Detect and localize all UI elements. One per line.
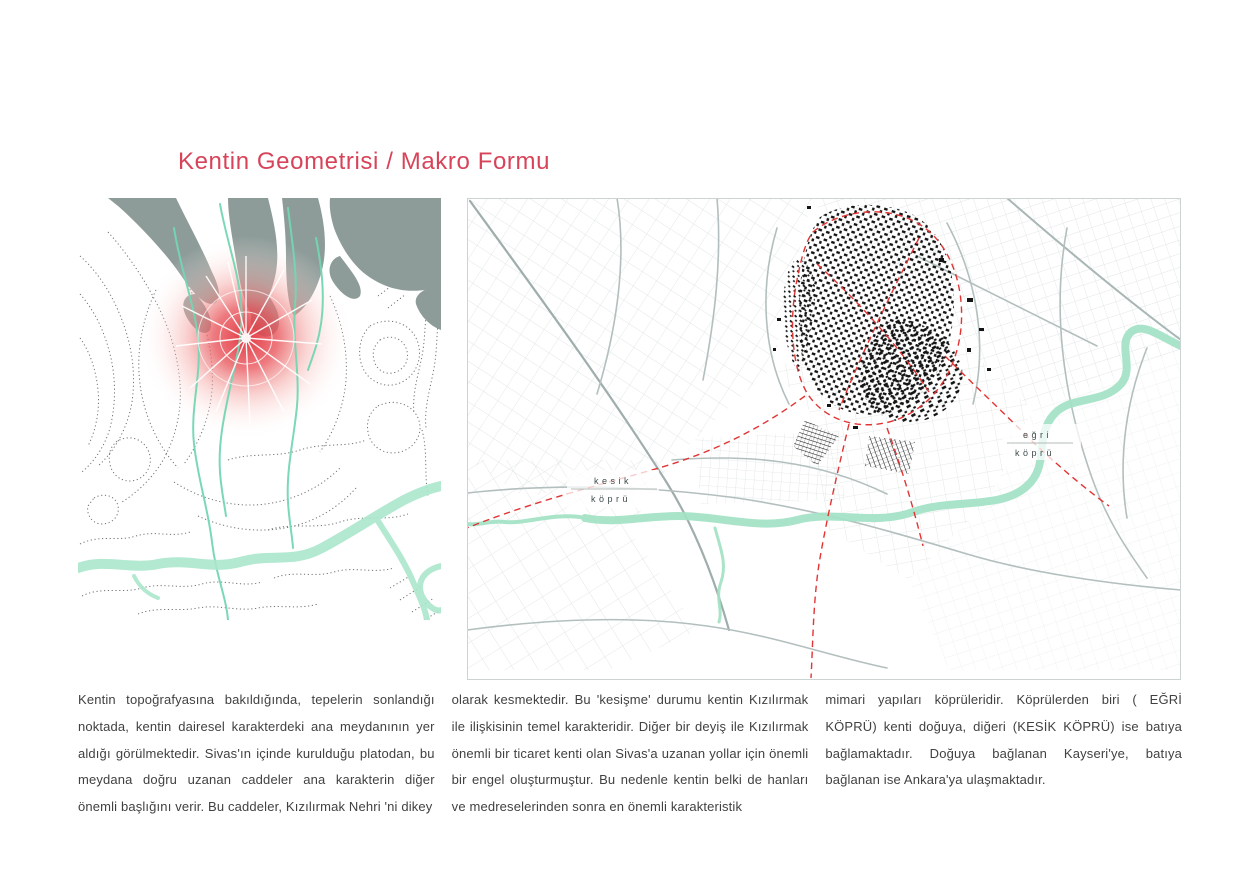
label-kesik-kopru <box>567 470 659 508</box>
topography-map <box>78 198 441 620</box>
label-egri-kopru <box>1003 424 1081 460</box>
body-column-3: mimari yapıları köprüleridir. Köprülerden biri ( EĞRİ KÖPRÜ) kenti doğuya, diğeri (KESİK KÖPRÜ) ise batıya bağlamaktadır. Doğuya bağlanan Kayseri'ye, batıya bağlanan ise Ankara'ya ulaşmaktadır. <box>825 692 1183 788</box>
body-text-columns <box>78 687 1182 821</box>
egri-word: eğri <box>1023 430 1053 440</box>
kesik-kopru-word: köprü <box>591 494 632 504</box>
egri-kopru-word: köprü <box>1015 448 1056 458</box>
body-column-2: olarak kesmektedir. Bu 'kesişme' durumu kentin Kızılırmak ile ilişkisinin temel karakteridir. Diğer bir deyiş ile Kızılırmak önemli bir ticaret kenti olan Sivas'a uzanan yollar için önemli bir engel oluşturmuştur. Bu nedenle kentin belki de hanları ve medreselerinden sonra en önemli karakteristik <box>451 692 809 815</box>
city-network-map <box>467 198 1181 680</box>
kesik-word: kesik <box>594 476 633 486</box>
page-title: Kentin Geometrisi / Makro Formu <box>178 148 551 175</box>
body-column-1: Kentin topoğrafyasına bakıldığında, tepelerin sonlandığı noktada, kentin dairesel karakterdeki ana meydanının yer aldığı görülmektedir. Sivas'ın içinde kurulduğu platodan, bu meydana doğru uzanan caddeler ana karakterin diğer önemli başlığını verir. Bu caddeler, Kızılırmak Nehri 'ni dikey <box>78 692 435 815</box>
river-wide <box>78 486 441 620</box>
